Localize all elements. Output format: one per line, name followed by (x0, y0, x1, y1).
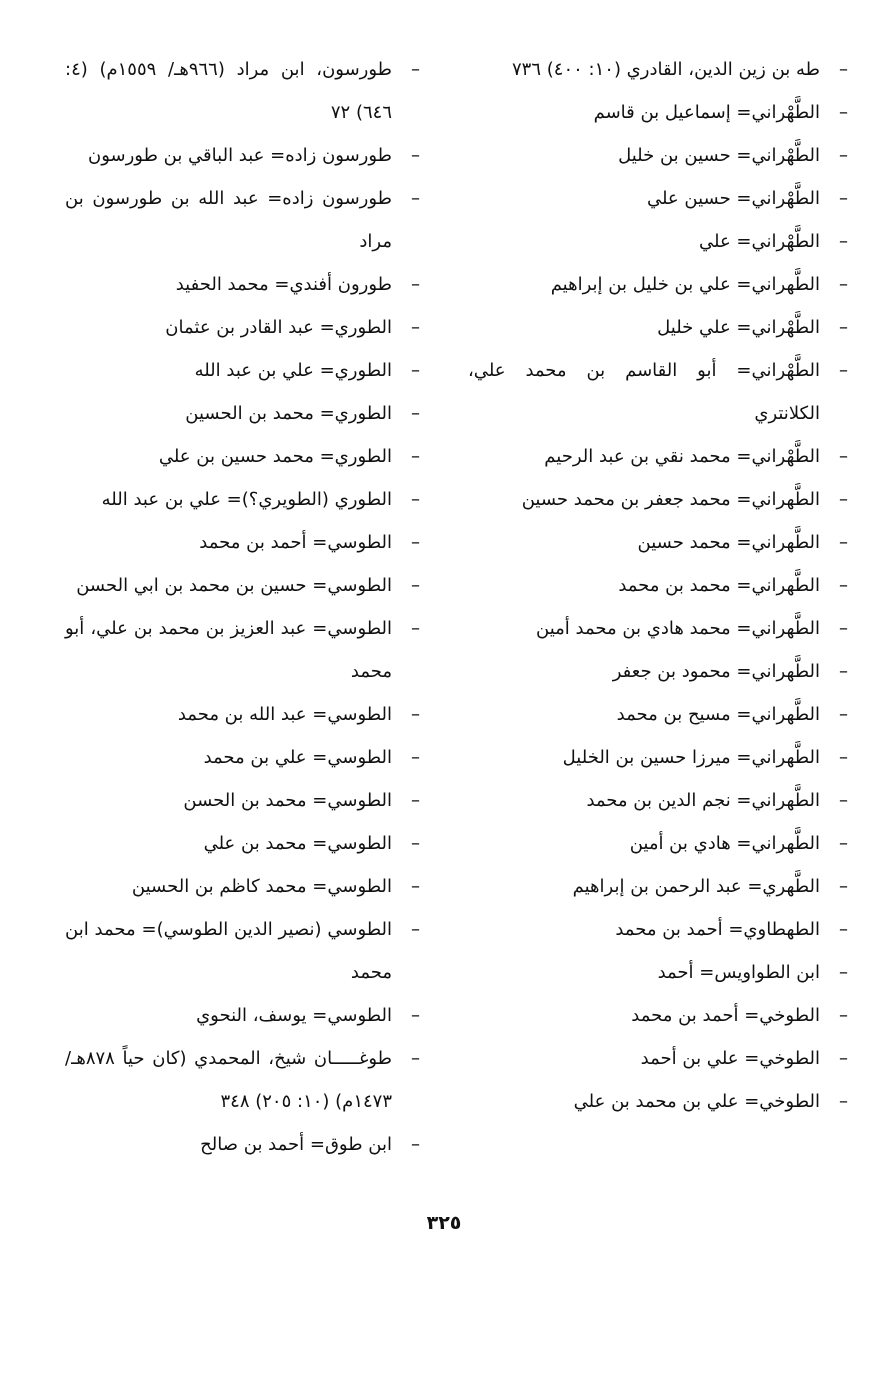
index-entry (65, 177, 420, 263)
entry-text: الطوسي= أحمد بن محمد (199, 532, 392, 553)
entry-dash: – (839, 446, 848, 467)
entry-text: الطوخي= علي بن أحمد (640, 1048, 820, 1069)
entry-text: الطوسي= يوسف، النحوي (196, 1005, 392, 1026)
entry-dash: – (411, 1005, 420, 1026)
entry-text: طه بن زين الدين، القادري (١٠: ٤٠٠) ٧٣٦ (512, 59, 820, 80)
entry-dash: – (839, 833, 848, 854)
entry-dash: – (839, 360, 848, 381)
entry-dash: – (411, 188, 420, 209)
entry-text: الطَّهْراني= أبو القاسم بن محمد علي، الكلانتري (468, 360, 820, 424)
entry-dash: – (839, 661, 848, 682)
entry-text: طوغـــــان شيخ، المحمدي (كان حياً ٨٧٨هـ/ ١٤٧٣م) (١٠: ٢٠٥) ٣٤٨ (65, 1048, 392, 1112)
entry-dash: – (411, 1048, 420, 1069)
index-entry (468, 349, 848, 435)
entry-dash: – (839, 704, 848, 725)
entry-dash: – (839, 618, 848, 639)
entry-dash: – (839, 145, 848, 166)
entry-dash: – (411, 876, 420, 897)
entry-text: الطوسي= محمد بن علي (203, 833, 392, 854)
index-entry (468, 779, 848, 822)
entry-dash: – (411, 489, 420, 510)
entry-dash: – (839, 489, 848, 510)
index-entry (65, 736, 420, 779)
index-column-left (65, 48, 420, 1166)
page-number: ٣٢٥ (426, 1212, 462, 1234)
index-entry (65, 564, 420, 607)
entry-text: الطَّهْراني= علي (699, 231, 820, 252)
entry-dash: – (411, 59, 420, 80)
entry-dash: – (411, 790, 420, 811)
entry-dash: – (411, 575, 420, 596)
entry-dash: – (411, 833, 420, 854)
index-entry (468, 1080, 848, 1123)
entry-text: الطوسي (نصير الدين الطوسي)= محمد ابن محمد (65, 919, 392, 983)
index-entry (65, 435, 420, 478)
index-entry (468, 177, 848, 220)
entry-text: طورون أفندي= محمد الحفيد (175, 274, 392, 295)
entry-text: الطَّهراني= محمد بن محمد (618, 575, 820, 596)
entry-text: الطَّهْراني= حسين علي (646, 188, 820, 209)
entry-text: الطَّهْراني= محمد نقي بن عبد الرحيم (544, 446, 820, 467)
index-entry (65, 134, 420, 177)
index-entry (468, 994, 848, 1037)
entry-text: الطوسي= حسين بن محمد بن ابي الحسن (76, 575, 392, 596)
index-entry (468, 951, 848, 994)
entry-dash: – (411, 360, 420, 381)
entry-text: طورسون زاده= عبد الباقي بن طورسون (87, 145, 392, 166)
entry-dash: – (839, 1005, 848, 1026)
index-entry (468, 306, 848, 349)
index-entry (468, 564, 848, 607)
index-entry (468, 736, 848, 779)
entry-dash: – (839, 188, 848, 209)
entry-text: الطَّهراني= ميرزا حسين بن الخليل (562, 747, 820, 768)
index-entry (468, 822, 848, 865)
entry-text: الطوسي= محمد كاظم بن الحسين (131, 876, 392, 897)
index-entry (468, 865, 848, 908)
entry-dash: – (411, 747, 420, 768)
entry-text: الطَّهراني= مسيح بن محمد (616, 704, 820, 725)
entry-dash: – (411, 145, 420, 166)
entry-text: ابن طوق= أحمد بن صالح (200, 1134, 392, 1155)
index-entry (468, 134, 848, 177)
index-entry (468, 435, 848, 478)
index-entry (468, 478, 848, 521)
index-entry (65, 865, 420, 908)
entry-text: الطوسي= محمد بن الحسن (183, 790, 392, 811)
entry-dash: – (411, 618, 420, 639)
entry-text: الطَّهري= عبد الرحمن بن إبراهيم (572, 876, 820, 897)
entry-text: الطَّهراني= علي بن خليل بن إبراهيم (550, 274, 820, 295)
entry-text: الطَّهْراني= حسين بن خليل (618, 145, 820, 166)
index-entry (65, 607, 420, 693)
entry-text: الطوري= محمد بن الحسين (185, 403, 392, 424)
index-entry (65, 349, 420, 392)
index-entry (468, 48, 848, 91)
entry-dash: – (411, 1134, 420, 1155)
entry-dash: – (839, 876, 848, 897)
index-entry (65, 908, 420, 994)
entry-dash: – (839, 317, 848, 338)
entry-text: الطَّهراني= محمد حسين (637, 532, 820, 553)
entry-text: الطوسي= عبد الله بن محمد (177, 704, 392, 725)
entry-text: الطَّهراني= محمود بن جعفر (612, 661, 820, 682)
index-entry (65, 48, 420, 134)
index-entry (65, 521, 420, 564)
index-entry (468, 607, 848, 650)
entry-dash: – (839, 1048, 848, 1069)
index-entry (468, 693, 848, 736)
entry-dash: – (839, 1091, 848, 1112)
entry-text: طورسون، ابن مراد (٩٦٦هـ/ ١٥٥٩م) (٤: ٦٤٦) ٧٢ (65, 59, 392, 123)
index-entry (65, 478, 420, 521)
index-entry (65, 994, 420, 1037)
entry-text: الطَّهراني= هادي بن أمين (629, 833, 820, 854)
entry-dash: – (839, 962, 848, 983)
entry-dash: – (839, 532, 848, 553)
entry-dash: – (839, 747, 848, 768)
entry-text: الطوري= محمد حسين بن علي (158, 446, 392, 467)
index-entry (65, 306, 420, 349)
index-entry (468, 521, 848, 564)
entry-dash: – (411, 919, 420, 940)
entry-text: الطوسي= علي بن محمد (203, 747, 392, 768)
entry-dash: – (839, 59, 848, 80)
entry-dash: – (411, 317, 420, 338)
entry-text: الطوري= علي بن عبد الله (194, 360, 392, 381)
entry-text: ابن الطواويس= أحمد (657, 962, 820, 983)
entry-text: الطَّهراني= محمد هادي بن محمد أمين (536, 618, 820, 639)
entry-text: الطوخي= علي بن محمد بن علي (573, 1091, 820, 1112)
entry-dash: – (411, 532, 420, 553)
entry-dash: – (411, 274, 420, 295)
entry-text: الطهطاوي= أحمد بن محمد (615, 919, 820, 940)
index-entry (65, 1037, 420, 1123)
entry-text: الطوري= عبد القادر بن عثمان (165, 317, 392, 338)
index-entry (468, 908, 848, 951)
index-entry (65, 779, 420, 822)
entry-dash: – (411, 403, 420, 424)
entry-text: الطوري (الطويري؟)= علي بن عبد الله (101, 489, 392, 510)
entry-dash: – (839, 919, 848, 940)
index-entry (65, 693, 420, 736)
index-entry (65, 263, 420, 306)
entry-text: الطَّهراني= نجم الدين بن محمد (586, 790, 820, 811)
entry-text: الطوسي= عبد العزيز بن محمد بن علي، أبو محمد (65, 618, 392, 682)
entry-text: الطَّهْراني= علي خليل (657, 317, 820, 338)
index-entry (65, 1123, 420, 1166)
entry-text: طورسون زاده= عبد الله بن طورسون بن مراد (65, 188, 392, 252)
index-entry (468, 91, 848, 134)
index-column-right (468, 48, 848, 1123)
index-entry (65, 392, 420, 435)
entry-dash: – (839, 790, 848, 811)
entry-dash: – (839, 274, 848, 295)
entry-dash: – (839, 231, 848, 252)
entry-dash: – (839, 102, 848, 123)
index-entry (468, 650, 848, 693)
entry-text: الطوخي= أحمد بن محمد (631, 1005, 820, 1026)
entry-dash: – (411, 704, 420, 725)
index-entry (468, 263, 848, 306)
entry-text: الطَّهراني= محمد جعفر بن محمد حسين (521, 489, 820, 510)
entry-dash: – (839, 575, 848, 596)
index-entry (468, 1037, 848, 1080)
entry-dash: – (411, 446, 420, 467)
index-entry (468, 220, 848, 263)
index-entry (65, 822, 420, 865)
entry-text: الطَّهْراني= إسماعيل بن قاسم (593, 102, 820, 123)
